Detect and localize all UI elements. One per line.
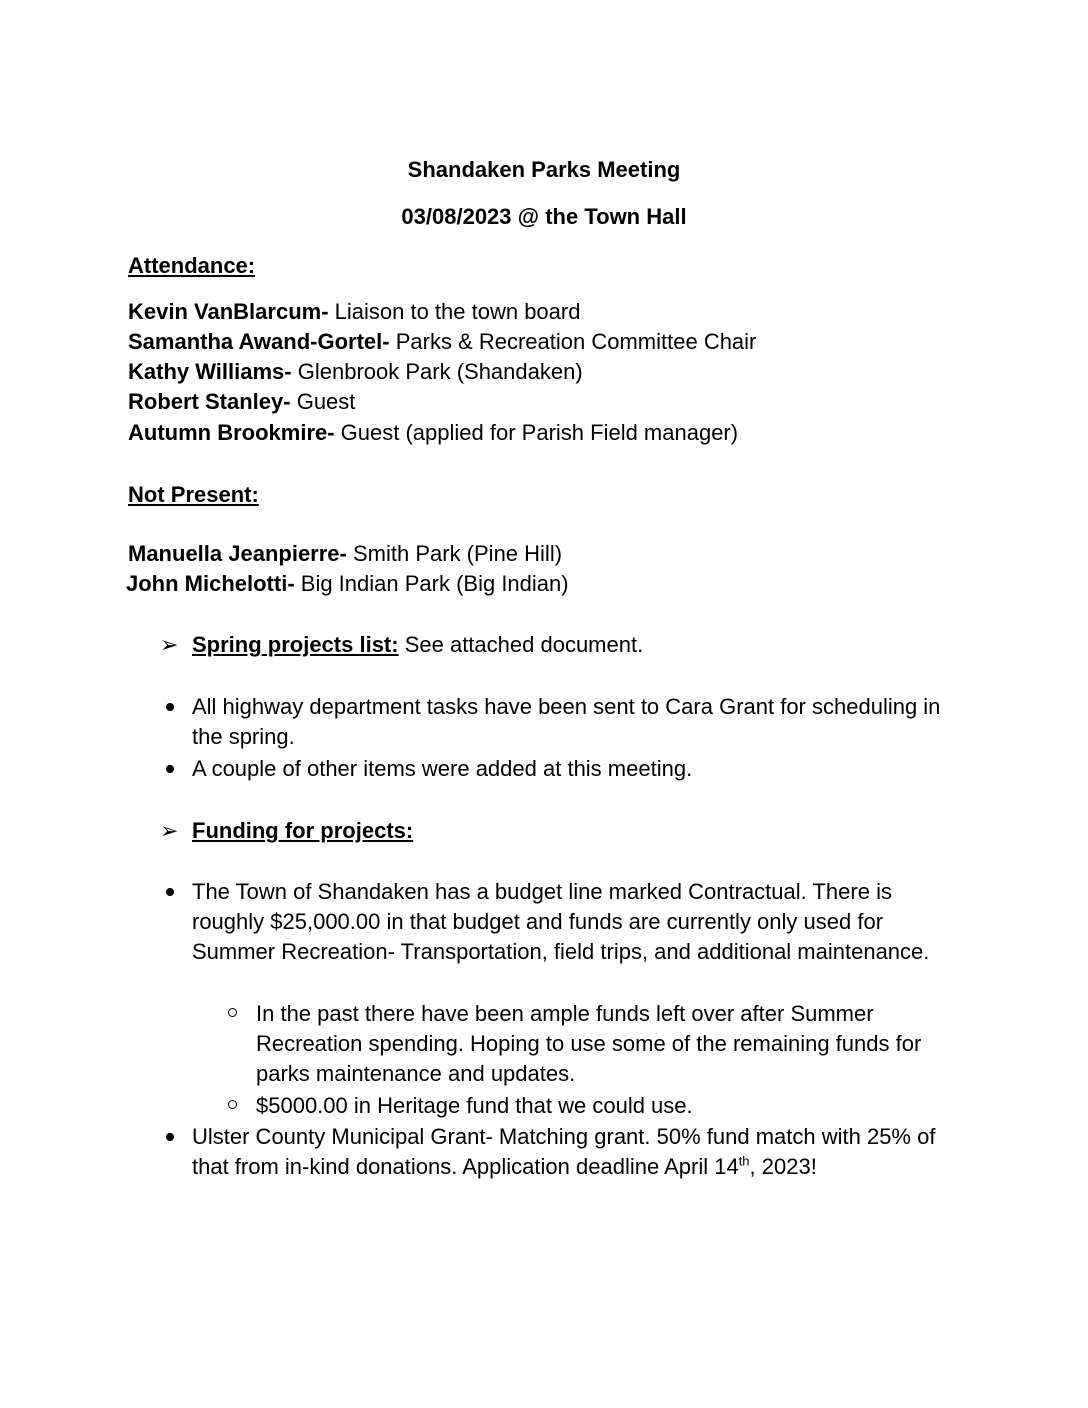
bullet-dot-icon — [166, 765, 174, 773]
spring-projects-line — [192, 630, 952, 660]
spring-bullet-text: All highway department tasks have been sent to Cara Grant for scheduling in the spring. — [192, 694, 941, 749]
absentee-line — [126, 569, 569, 599]
attendee-name: Robert Stanley- — [128, 389, 291, 414]
spring-projects-text: See attached document. — [398, 632, 644, 657]
attendance-heading: Attendance: — [128, 253, 256, 278]
absentee-role: Big Indian Park (Big Indian) — [294, 571, 569, 596]
attendee-line — [128, 357, 583, 387]
document-subtitle: 03/08/2023 @ the Town Hall — [401, 204, 687, 229]
grant-bullet-text — [192, 1122, 952, 1182]
spring-projects-heading: Spring projects list: — [192, 632, 399, 657]
attendee-role: Guest (applied for Parish Field manager) — [334, 420, 739, 445]
attendee-line — [128, 387, 355, 417]
absentee-name: Manuella Jeanpierre- — [128, 541, 347, 566]
sub-bullet-circle-icon — [228, 1100, 237, 1109]
arrow-bullet-icon: ➢ — [160, 632, 179, 657]
absentee-line — [128, 539, 562, 569]
funding-bullet-text: The Town of Shandaken has a budget line marked Contractual. There is roughly $25,000.00 in that budget and funds are currently only used for Summer Recreation- Transportation, field trips, and additional maintenance. — [192, 879, 930, 964]
arrow-bullet-icon: ➢ — [160, 818, 179, 843]
attendee-name: Kathy Williams- — [128, 359, 292, 384]
attendee-line — [128, 327, 756, 357]
bullet-dot-icon — [166, 888, 174, 896]
attendee-role: Parks & Recreation Committee Chair — [389, 329, 757, 354]
grant-date-suffix: th — [738, 1153, 750, 1169]
funding-sub-bullet-text: $5000.00 in Heritage fund that we could use. — [256, 1093, 693, 1118]
attendee-line — [128, 418, 738, 448]
grant-text-end: , 2023! — [749, 1154, 817, 1179]
bullet-dot-icon — [166, 703, 174, 711]
spring-bullet-text: A couple of other items were added at this meeting. — [192, 756, 693, 781]
grant-text: Ulster County Municipal Grant- Matching grant. 50% fund match with 25% of that from in-kind donations. Application deadline April 14 — [192, 1124, 936, 1179]
absentee-role: Smith Park (Pine Hill) — [346, 541, 563, 566]
bullet-dot-icon — [166, 1133, 174, 1141]
attendee-role: Glenbrook Park (Shandaken) — [291, 359, 583, 384]
document-title: Shandaken Parks Meeting — [407, 157, 681, 182]
not-present-heading: Not Present: — [128, 482, 259, 507]
funding-sub-bullet-text: In the past there have been ample funds left over after Summer Recreation spending. Hoping to use some of the remaining funds for parks maintenance and updates. — [256, 1001, 922, 1086]
funding-heading: Funding for projects: — [192, 818, 414, 843]
sub-bullet-circle-icon — [228, 1008, 237, 1017]
attendee-name: Autumn Brookmire- — [128, 420, 335, 445]
attendee-name: Samantha Awand-Gortel- — [128, 329, 390, 354]
attendee-role: Guest — [290, 389, 356, 414]
attendee-name: Kevin VanBlarcum- — [128, 299, 329, 324]
attendee-role: Liaison to the town board — [328, 299, 581, 324]
absentee-name: John Michelotti- — [126, 571, 295, 596]
attendee-line — [128, 297, 580, 327]
